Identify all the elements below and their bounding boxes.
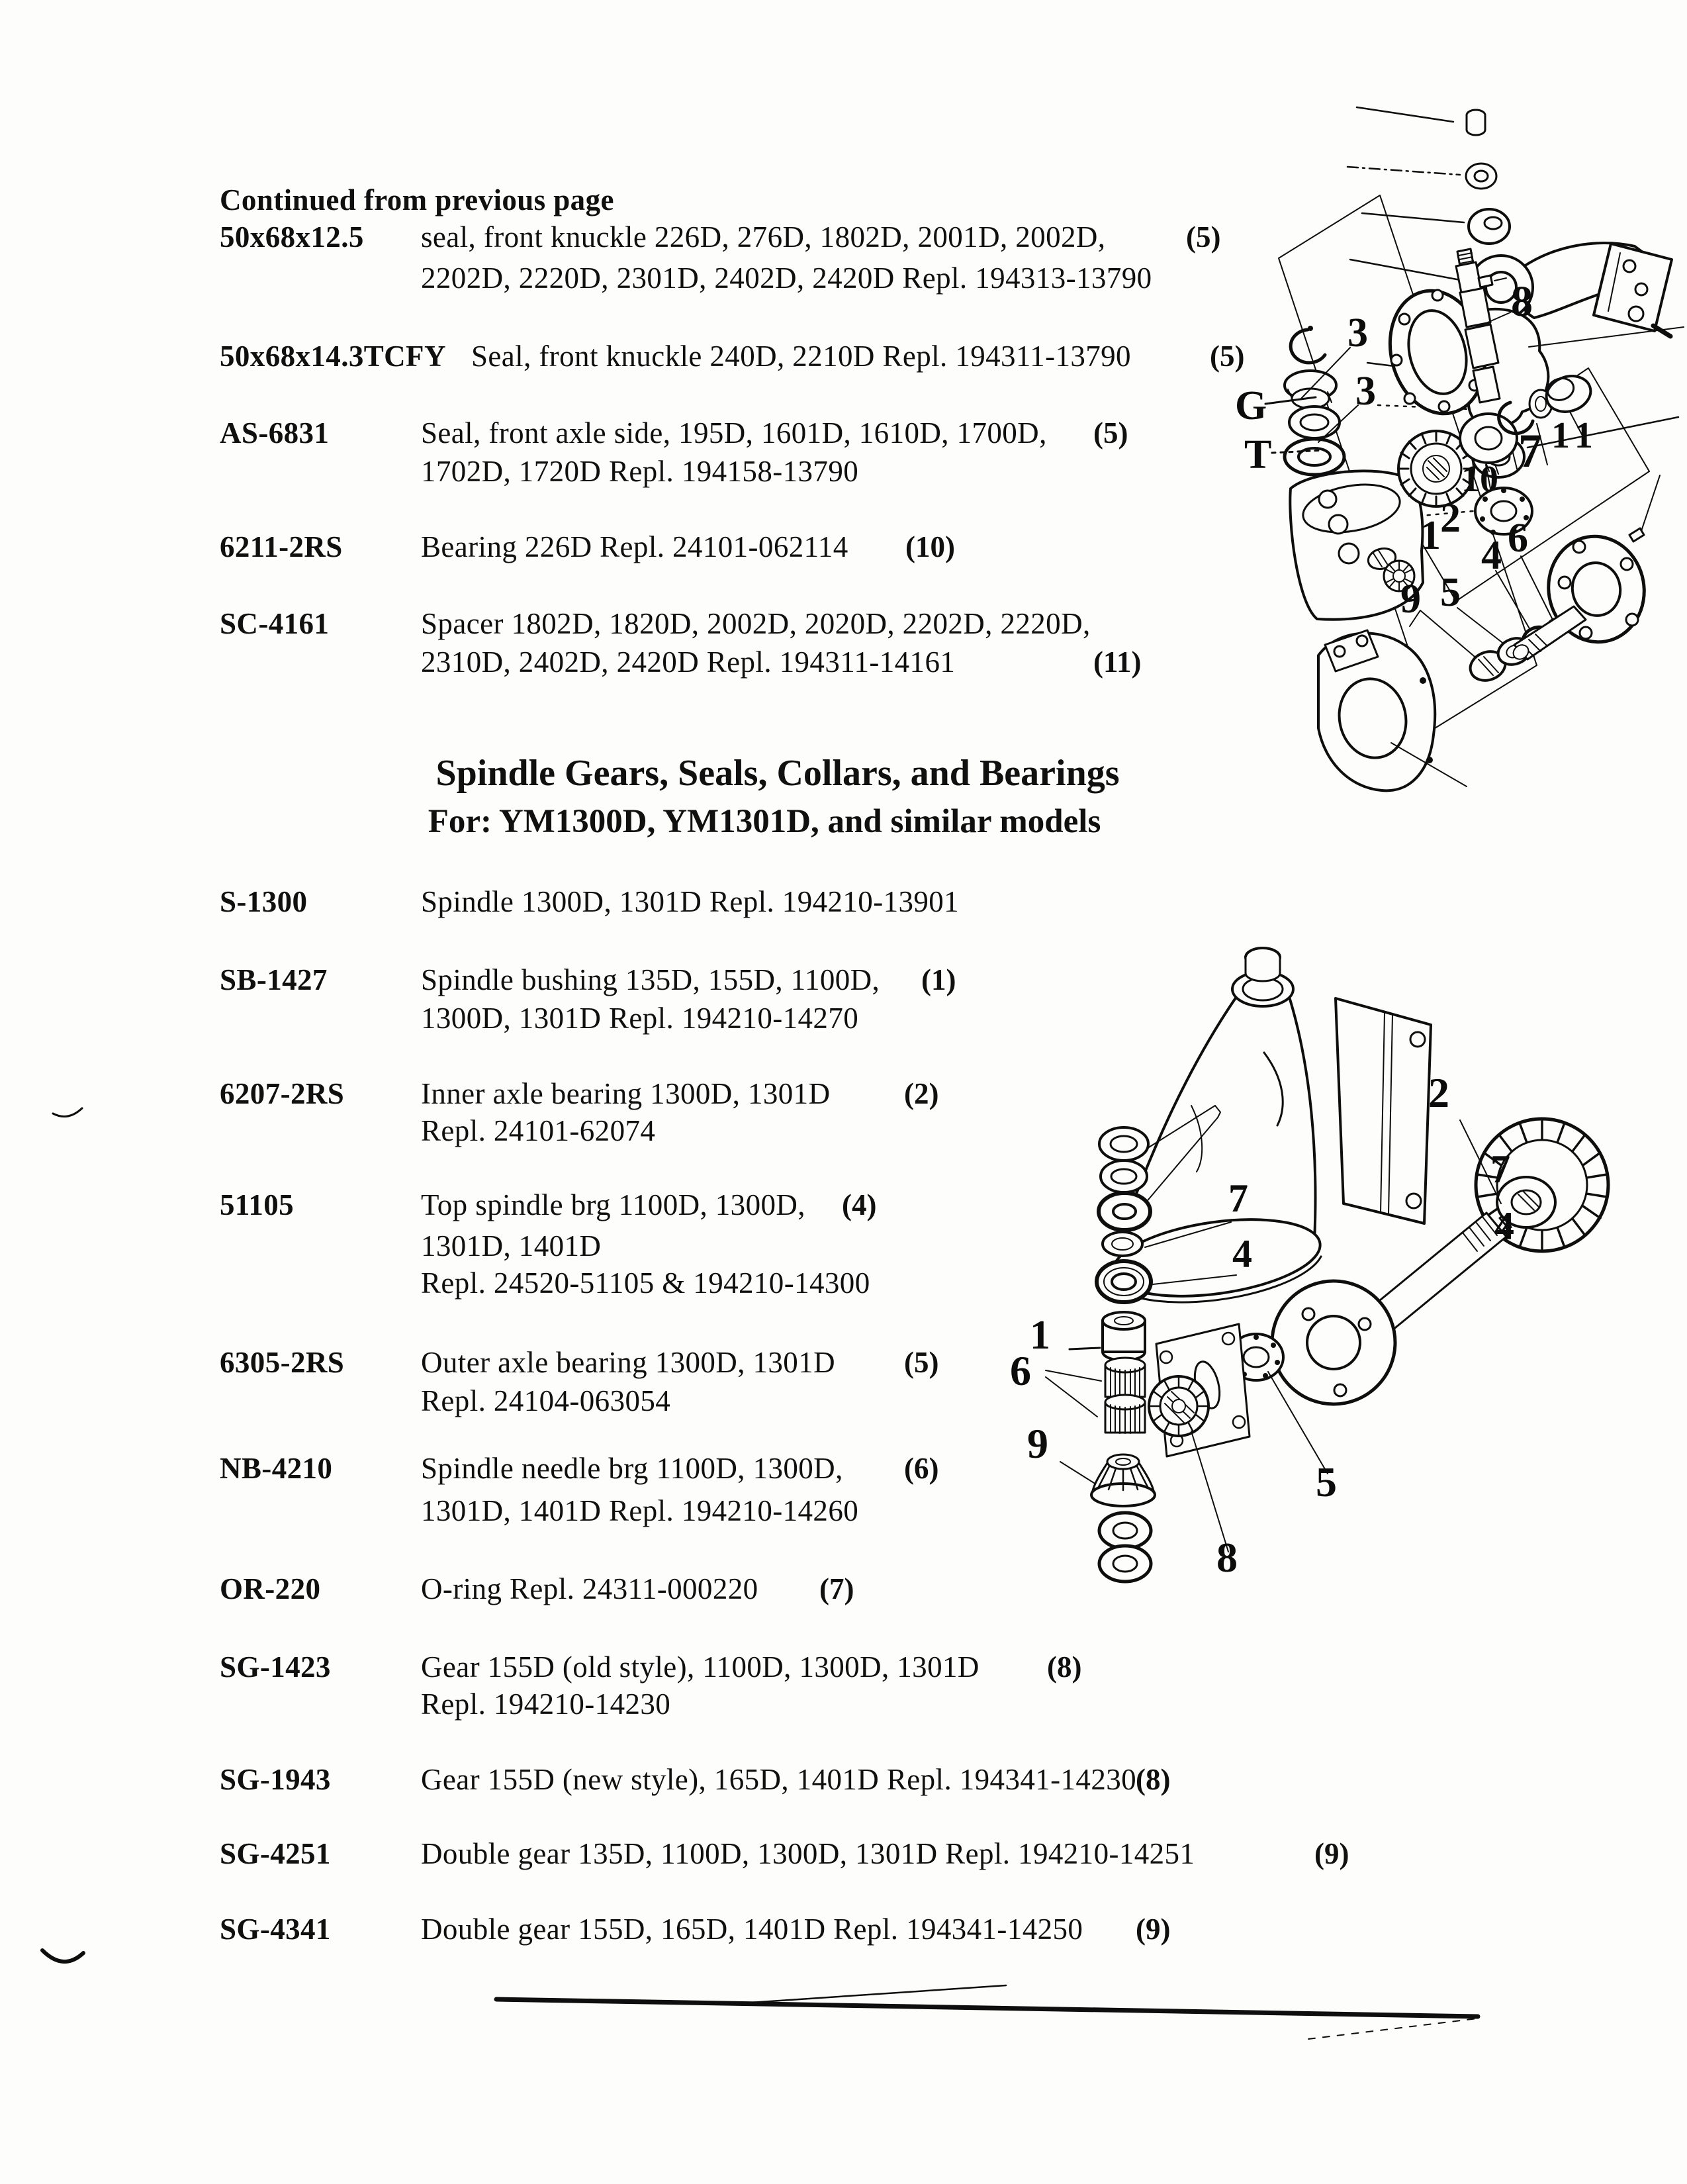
callout-7: 7 xyxy=(1518,424,1542,477)
part-description: 2310D, 2402D, 2420D Repl. 194311-14161 xyxy=(421,645,956,679)
section-subtitle: For: YM1300D, YM1301D, and similar models xyxy=(428,803,1101,840)
part-description: Repl. 24520-51105 & 194210-14300 xyxy=(421,1266,870,1300)
callout-4: 4 xyxy=(1481,533,1502,578)
qty-ref: (9) xyxy=(1314,1837,1349,1870)
part-description: Seal, front knuckle 240D, 2210D Repl. 194311-13790 xyxy=(471,340,1131,373)
part-description: Gear 155D (new style), 165D, 1401D Repl. 194341-14230 xyxy=(421,1763,1137,1796)
spindle-bevel-gear xyxy=(1060,1454,1155,1582)
hub-and-gear-assembly xyxy=(1149,1281,1395,1552)
callout-1: 1 xyxy=(1420,513,1441,558)
part-number: SC-4161 xyxy=(220,607,330,640)
part-description: 1300D, 1301D Repl. 194210-14270 xyxy=(421,1002,859,1035)
part-number: OR-220 xyxy=(220,1572,321,1605)
part-number: SG-1423 xyxy=(220,1650,331,1684)
qty-ref: (2) xyxy=(904,1077,939,1110)
part-description: Top spindle brg 1100D, 1300D, xyxy=(421,1188,805,1221)
steering-arm-parts xyxy=(1466,110,1672,336)
callout-9: 9 xyxy=(1027,1420,1048,1467)
part-number: 50x68x12.5 xyxy=(220,220,364,254)
part-number: AS-6831 xyxy=(220,416,330,450)
qty-ref: (9) xyxy=(1136,1913,1171,1946)
part-description: Repl. 194210-14230 xyxy=(421,1687,671,1721)
callout-3b: 3 xyxy=(1355,369,1376,414)
needle-bearings xyxy=(1046,1358,1145,1433)
callout-4-left: 4 xyxy=(1232,1232,1252,1276)
part-number: 50x68x14.3TCFY xyxy=(220,340,446,373)
spindle-bell-housing xyxy=(1108,948,1431,1307)
callout-4: 4 xyxy=(1494,1204,1514,1248)
qty-ref: (6) xyxy=(904,1452,939,1485)
callout-8: 8 xyxy=(1216,1534,1238,1581)
callout-8: 8 xyxy=(1511,277,1533,326)
qty-ref: (5) xyxy=(1093,416,1128,450)
part-description: Double gear 135D, 1100D, 1300D, 1301D Repl. 194210-14251 xyxy=(421,1837,1195,1870)
part-description: Repl. 24101-62074 xyxy=(421,1114,656,1147)
callout-G: G xyxy=(1235,383,1267,428)
continued-header: Continued from previous page xyxy=(220,183,614,216)
bottom-dashed-line xyxy=(1308,2018,1477,2039)
callout-7-left: 7 xyxy=(1228,1176,1248,1220)
bottom-thin-line xyxy=(740,1985,1006,2003)
qty-ref: (11) xyxy=(1093,645,1142,679)
qty-ref: (5) xyxy=(1210,340,1245,373)
part-description: Gear 155D (old style), 1100D, 1300D, 1301D xyxy=(421,1650,980,1684)
part-description: Seal, front axle side, 195D, 1601D, 1610D, 1700D, xyxy=(421,416,1047,450)
qty-ref: (8) xyxy=(1047,1650,1082,1684)
part-number: SG-4341 xyxy=(220,1913,331,1946)
part-description: 2202D, 2220D, 2301D, 2402D, 2420D Repl. 194313-13790 xyxy=(421,261,1152,295)
part-number: SG-4251 xyxy=(220,1837,331,1870)
spindle-gear-exploded-diagram xyxy=(953,907,1687,1648)
callout-5: 5 xyxy=(1440,570,1461,615)
part-description: 1702D, 1720D Repl. 194158-13790 xyxy=(421,455,859,488)
callout-1: 1 xyxy=(1030,1313,1050,1358)
qty-ref: (1) xyxy=(921,963,956,996)
part-description: 1301D, 1401D Repl. 194210-14260 xyxy=(421,1494,859,1527)
section-title: Spindle Gears, Seals, Collars, and Bearings xyxy=(435,753,1120,794)
qty-ref: (5) xyxy=(904,1346,939,1379)
part-description: Spindle bushing 135D, 155D, 1100D, xyxy=(421,963,880,996)
part-description: Bearing 226D Repl. 24101-062114 xyxy=(421,530,848,563)
part-description: O-ring Repl. 24311-000220 xyxy=(421,1572,758,1605)
callout-11: 11 xyxy=(1551,415,1600,456)
callout-T: T xyxy=(1244,432,1272,477)
part-description: Spindle needle brg 1100D, 1300D, xyxy=(421,1452,843,1485)
part-description: seal, front knuckle 226D, 276D, 1802D, 2001D, 2002D, xyxy=(421,220,1106,254)
part-number: SG-1943 xyxy=(220,1763,331,1796)
part-description: Inner axle bearing 1300D, 1301D xyxy=(421,1077,831,1110)
qty-ref: (8) xyxy=(1136,1763,1171,1796)
part-description: Repl. 24104-063054 xyxy=(421,1384,671,1417)
part-number: NB-4210 xyxy=(220,1452,333,1485)
bottom-divider-line xyxy=(496,1999,1478,2017)
part-description: 1301D, 1401D xyxy=(421,1229,602,1262)
callout-9: 9 xyxy=(1400,577,1421,622)
part-number: 51105 xyxy=(220,1188,295,1221)
part-number: 6207-2RS xyxy=(220,1077,345,1110)
final-drive-case xyxy=(1318,630,1467,790)
callout-5: 5 xyxy=(1316,1458,1337,1505)
part-description: Double gear 155D, 165D, 1401D Repl. 194341-14250 xyxy=(421,1913,1083,1946)
callout-10: 10 xyxy=(1461,459,1498,500)
part-description: Spindle 1300D, 1301D Repl. 194210-13901 xyxy=(421,885,960,918)
callout-6: 6 xyxy=(1508,516,1528,561)
qty-ref: (4) xyxy=(842,1188,877,1221)
part-number: S-1300 xyxy=(220,885,308,918)
part-number: 6211-2RS xyxy=(220,530,343,563)
wheel-hub xyxy=(1510,475,1660,662)
qty-ref: (10) xyxy=(905,530,955,563)
part-number: 6305-2RS xyxy=(220,1346,345,1379)
margin-mark xyxy=(42,1950,83,1962)
front-knuckle-exploded-diagram xyxy=(1211,60,1687,801)
part-description: Spacer 1802D, 1820D, 2002D, 2020D, 2202D, 2220D, xyxy=(421,607,1091,640)
callout-6: 6 xyxy=(1010,1347,1031,1394)
part-description: Outer axle bearing 1300D, 1301D xyxy=(421,1346,835,1379)
callout-7: 7 xyxy=(1490,1147,1510,1191)
margin-mark xyxy=(53,1108,82,1117)
qty-ref: (7) xyxy=(819,1572,854,1605)
part-number: SB-1427 xyxy=(220,963,328,996)
qty-ref: (5) xyxy=(1186,220,1221,254)
callout-3a: 3 xyxy=(1347,310,1368,356)
callout-2: 2 xyxy=(1440,496,1461,541)
callout-2: 2 xyxy=(1428,1069,1449,1116)
